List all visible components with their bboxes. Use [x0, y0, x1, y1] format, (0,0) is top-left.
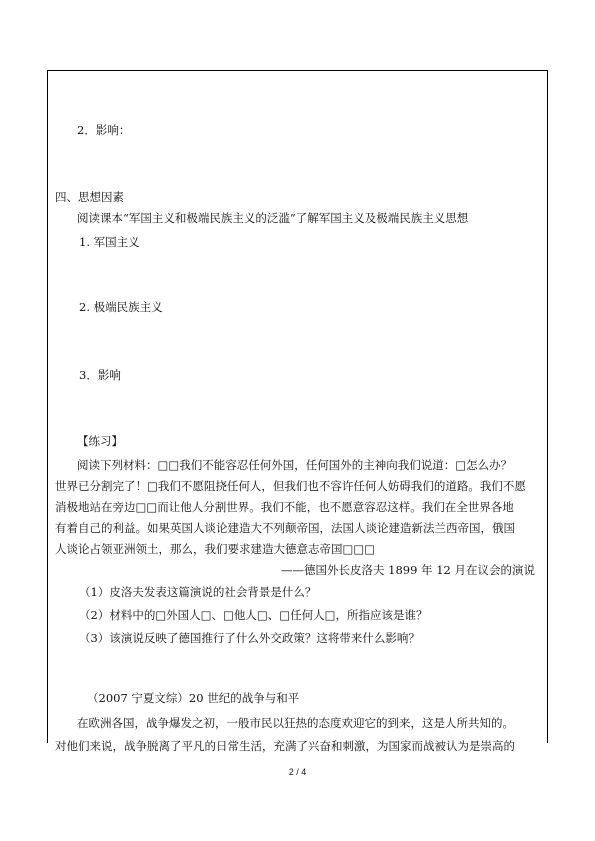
- practice-source: ——德国外长皮洛夫 1899 年 12 月在议会的演说: [280, 563, 535, 577]
- practice-question: （2）材料中的□外国人□、□他人□、□任何人□，所指应该是谁？: [79, 608, 428, 622]
- practice-para-line: 消极地站在旁边□□而让他人分割世界。我们不能，也不愿意容忍这样。我们在全世界各地: [55, 500, 514, 514]
- section4-intro: 阅读课本“军国主义和极端民族主义的泛滥”了解军国主义及极端民族主义思想: [77, 211, 469, 225]
- practice-title: 【练习】: [77, 434, 123, 448]
- section4-heading: 四、思想因素: [55, 190, 124, 204]
- exam-title: （2007 宁夏文综）20 世纪的战争与和平: [87, 691, 300, 705]
- practice-para-line: 有着自己的利益。如果英国人谈论建造大不列颠帝国，法国人谈论建造新法兰西帝国，俄国: [55, 521, 515, 535]
- practice-para-line: 世界已分割完了！□我们不愿阻挠任何人，但我们也不容许任何人妨碍我们的道路。我们不愿: [55, 479, 526, 493]
- practice-para-line: 阅读下列材料：□□我们不能容忍任何外国，任何国外的主神向我们说道：□怎么办？: [77, 458, 513, 472]
- practice-question: （1）皮洛夫发表这篇演说的社会背景是什么？: [79, 585, 317, 599]
- practice-para-line: 人谈论占领亚洲领土，那么，我们要求建造大德意志帝国□□□: [55, 542, 376, 556]
- section3-item2: 2．影响：: [77, 123, 131, 137]
- section4-item3: 3．影响: [79, 368, 121, 382]
- page-number: 2 / 4: [288, 767, 307, 777]
- exam-line: 在欧洲各国，战争爆发之初，一般市民以狂热的态度欢迎它的到来，这是人所共知的。: [77, 716, 514, 730]
- practice-question: （3）该演说反映了德国推行了什么外交政策？这将带来什么影响？: [79, 631, 420, 645]
- exam-line: 对他们来说，战争脱离了平凡的日常生活，充满了兴奋和刺激，为国家而战被认为是崇高的: [55, 739, 515, 753]
- section4-item2: 2. 极端民族主义: [79, 300, 163, 314]
- section4-item1: 1. 军国主义: [79, 235, 140, 249]
